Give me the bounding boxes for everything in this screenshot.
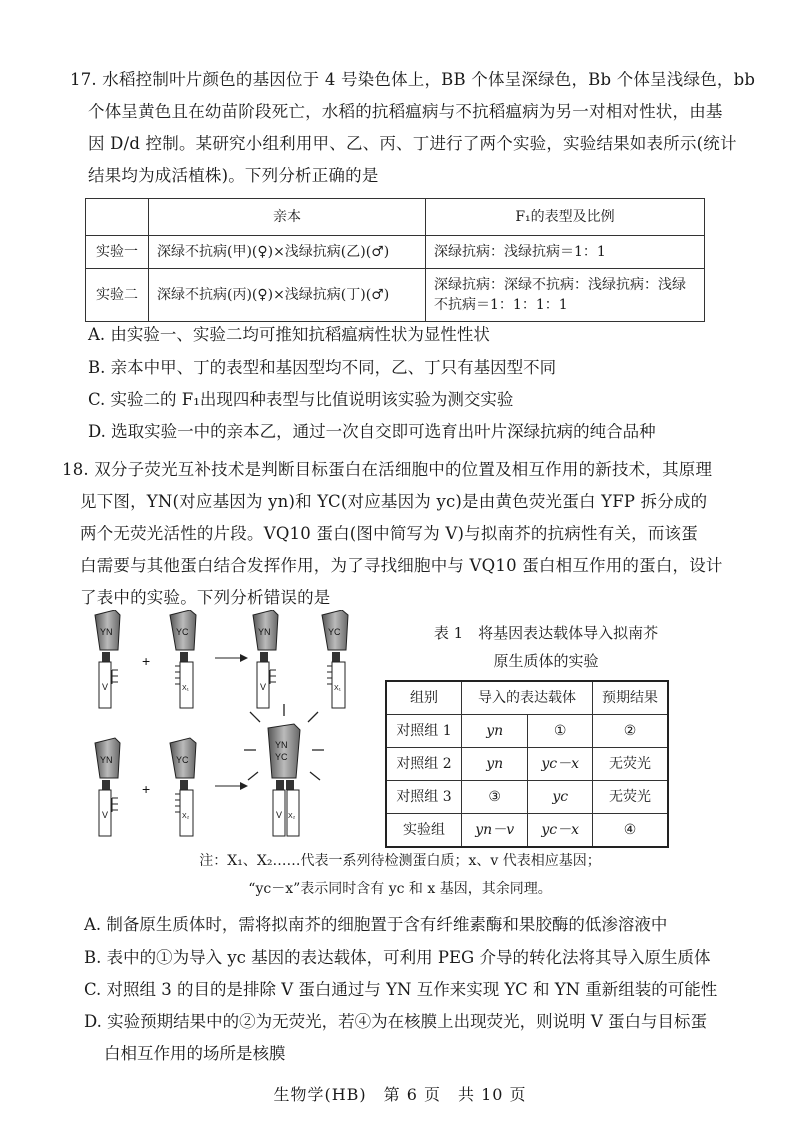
table-cell: 实验二 xyxy=(86,269,149,322)
table-cell: yn xyxy=(462,715,528,748)
table-caption: 表 1 将基因表达载体导入拟南芥 xyxy=(433,624,659,642)
table-cell: 对照组 2 xyxy=(386,748,462,781)
table-row xyxy=(386,814,668,848)
q17-line: 结果均为成活植株)。下列分析正确的是 xyxy=(88,166,379,185)
q17-option-b: B. 亲本中甲、丁的表型和基因型均不同，乙、丁只有基因型不同 xyxy=(88,358,557,377)
q17-table xyxy=(85,198,705,322)
table-header xyxy=(86,199,149,236)
plus-sign: + xyxy=(142,653,151,669)
v-label: V xyxy=(102,682,109,692)
table-cell: ② xyxy=(593,715,669,748)
table-cell: yn－v xyxy=(462,814,528,848)
q17-option-d: D. 选取实验一中的亲本乙，通过一次自交即可选育出叶片深绿抗病的纯合品种 xyxy=(88,422,656,441)
x1-label: X₁ xyxy=(334,685,342,692)
table-cell: 实验一 xyxy=(86,236,149,269)
x2-label: X₂ xyxy=(182,813,190,820)
table-row xyxy=(386,748,668,781)
table-header: 导入的表达载体 xyxy=(462,681,593,715)
q18-option-b: B. 表中的①为导入 yc 基因的表达载体，可利用 PEG 介导的转化法将其导入原生质体 xyxy=(84,948,711,967)
yn-label: YN xyxy=(100,755,113,765)
table-row xyxy=(86,236,705,269)
yc-label: YC xyxy=(328,627,341,637)
x2-label: X₂ xyxy=(288,813,296,820)
q18-line: 了表中的实验。下列分析错误的是 xyxy=(80,588,331,607)
table-cell: 深绿抗病：浅绿抗病＝1：1 xyxy=(426,236,705,269)
q18-option-d: D. 实验预期结果中的②为无荧光，若④为在核膜上出现荧光，则说明 V 蛋白与目标蛋 xyxy=(84,1012,708,1031)
table-row xyxy=(386,715,668,748)
yn-label: YN xyxy=(275,740,288,750)
yn-label: YN xyxy=(258,627,271,637)
q18-line: 两个无荧光活性的片段。VQ10 蛋白(图中简写为 V)与拟南芥的抗病性有关，而该蛋 xyxy=(80,524,698,543)
v-label: V xyxy=(276,810,283,820)
table-cell: ① xyxy=(528,715,593,748)
table-cell: 深绿抗病：深绿不抗病：浅绿抗病：浅绿不抗病＝1：1：1：1 xyxy=(426,269,705,322)
x1-label: X₁ xyxy=(182,685,190,692)
plus-sign: + xyxy=(142,781,151,797)
table-cell: ④ xyxy=(593,814,669,848)
table-cell: 无荧光 xyxy=(593,781,669,814)
table-cell: 实验组 xyxy=(386,814,462,848)
table-caption: 原生质体的实验 xyxy=(493,652,599,670)
yc-label: YC xyxy=(275,752,288,762)
table-row xyxy=(386,781,668,814)
yn-label: YN xyxy=(100,627,113,637)
table-cell: 深绿不抗病(甲)(♀)×浅绿抗病(乙)(♂) xyxy=(149,236,426,269)
table-row xyxy=(86,269,705,322)
table-header: 亲本 xyxy=(149,199,426,236)
table-header: 预期结果 xyxy=(593,681,669,715)
page-footer: 生物学(HB) 第 6 页 共 10 页 xyxy=(273,1085,527,1104)
figure-note: 注：X₁、X₂……代表一系列待检测蛋白质；x、v 代表相应基因； xyxy=(199,853,601,869)
q18-stem xyxy=(62,454,762,614)
bifc-diagram xyxy=(90,610,380,840)
table-cell: yc－x xyxy=(528,748,593,781)
q18-line: 白需要与其他蛋白结合发挥作用，为了寻找细胞中与 VQ10 蛋白相互作用的蛋白，设计 xyxy=(80,556,723,575)
fluorescent-complex xyxy=(244,704,324,836)
figure-note: “yc－x”表示同时含有 yc 和 x 基因，其余同理。 xyxy=(248,881,552,897)
table-cell: 深绿不抗病(丙)(♀)×浅绿抗病(丁)(♂) xyxy=(149,269,426,322)
table-cell: 对照组 3 xyxy=(386,781,462,814)
table-cell: 无荧光 xyxy=(593,748,669,781)
q18-line: 见下图，YN(对应基因为 yn)和 YC(对应基因为 yc)是由黄色荧光蛋白 YFP 拆分成的 xyxy=(80,492,708,511)
q17-line: 17. 水稻控制叶片颜色的基因位于 4 号染色体上，BB 个体呈深绿色，Bb 个体呈浅绿色，bb xyxy=(70,70,756,89)
table-header: 组别 xyxy=(386,681,462,715)
table-cell: yc xyxy=(528,781,593,814)
q17-line: 个体呈黄色且在幼苗阶段死亡，水稻的抗稻瘟病与不抗稻瘟病为另一对相对性状，由基 xyxy=(88,102,723,121)
table-cell: 对照组 1 xyxy=(386,715,462,748)
q17-stem xyxy=(70,64,760,192)
yn-v-fragment xyxy=(95,610,120,708)
yn-v-fragment-result xyxy=(253,610,278,708)
q18-line: 18. 双分子荧光互补技术是判断目标蛋白在活细胞中的位置及相互作用的新技术，其原理 xyxy=(62,460,713,479)
yc-x1-fragment-result xyxy=(322,610,348,708)
v-label: V xyxy=(102,810,109,820)
v-label: V xyxy=(260,682,267,692)
yc-x2-fragment xyxy=(170,738,196,836)
table-header-row xyxy=(386,681,668,715)
table-cell: ③ xyxy=(462,781,528,814)
table-cell: yc－x xyxy=(528,814,593,848)
q18-option-a: A. 制备原生质体时，需将拟南芥的细胞置于含有纤维素酶和果胶酶的低渗溶液中 xyxy=(84,915,668,934)
yc-label: YC xyxy=(176,627,189,637)
yc-label: YC xyxy=(176,755,189,765)
q18-option-d-cont: 白相互作用的场所是核膜 xyxy=(104,1044,286,1063)
table-header-row xyxy=(86,199,705,236)
q18-option-c: C. 对照组 3 的目的是排除 V 蛋白通过与 YN 互作来实现 YC 和 YN 重新组装的可能性 xyxy=(84,980,718,999)
q18-table xyxy=(385,680,669,848)
q17-line: 因 D/d 控制。某研究小组利用甲、乙、丙、丁进行了两个实验，实验结果如表所示(统计 xyxy=(88,134,737,153)
q17-option-a: A. 由实验一、实验二均可推知抗稻瘟病性状为显性性状 xyxy=(88,325,490,344)
table-header: F₁的表型及比例 xyxy=(426,199,705,236)
yc-x1-fragment xyxy=(170,610,196,708)
q17-option-c: C. 实验二的 F₁出现四种表型与比值说明该实验为测交实验 xyxy=(88,390,514,409)
yn-v-fragment-2 xyxy=(95,738,120,836)
table-cell: yn xyxy=(462,748,528,781)
